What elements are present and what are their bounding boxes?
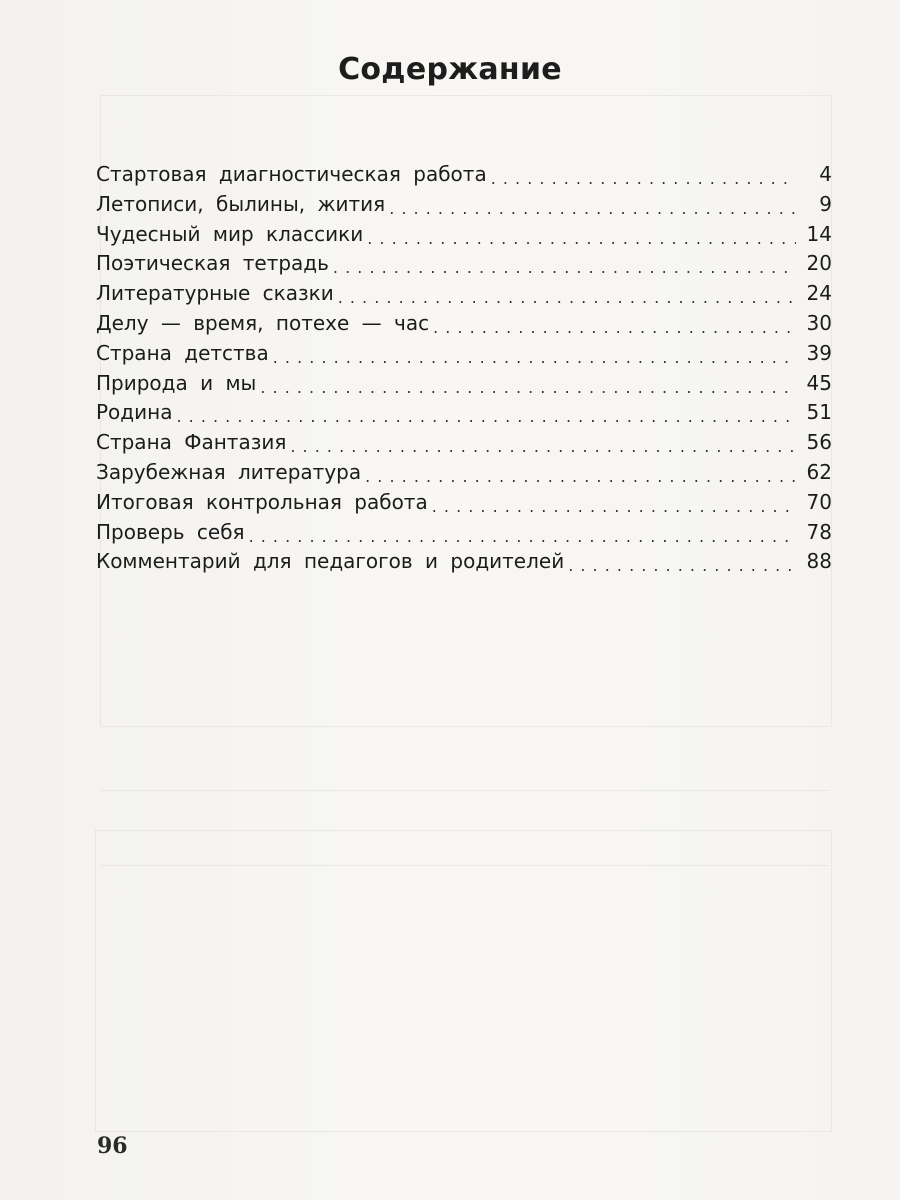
toc-entry-page: 9 — [819, 191, 832, 216]
toc-dot-leader — [338, 284, 796, 304]
toc-dot-leader — [290, 433, 796, 453]
toc-entry-page: 39 — [806, 340, 832, 365]
toc-dot-leader — [367, 225, 796, 245]
toc-entry-title: Страна Фантазия — [96, 430, 287, 455]
bleed-through-box — [95, 830, 832, 1132]
bleed-through-line — [100, 865, 830, 866]
toc-entry — [96, 222, 832, 252]
toc-dot-leader — [365, 463, 796, 483]
toc-entry-title: Родина — [96, 400, 173, 425]
page-number: 96 — [97, 1133, 128, 1159]
toc-dot-leader — [333, 254, 796, 274]
toc-entry-page: 4 — [819, 162, 832, 186]
toc-dot-leader — [568, 552, 796, 572]
toc-entry-title: Итоговая контрольная работа — [96, 489, 428, 514]
toc-entry — [96, 430, 832, 460]
toc-entry-title: Проверь себя — [96, 519, 245, 544]
toc-entry-title: Страна детства — [96, 340, 269, 365]
toc-entry-page: 30 — [806, 310, 832, 335]
toc-entry-page: 70 — [806, 489, 832, 514]
toc-entry — [96, 371, 832, 401]
toc-entry-title: Чудесный мир классики — [96, 221, 364, 246]
toc-entry — [96, 341, 832, 371]
toc-entry-title: Стартовая диагностическая работа — [96, 162, 487, 186]
toc-dot-leader — [491, 165, 796, 185]
toc-dot-leader — [432, 493, 796, 513]
toc-dot-leader — [260, 374, 796, 394]
toc-dot-leader — [389, 195, 796, 215]
toc-entry-title: Делу — время, потехе — час — [96, 310, 430, 335]
toc-dot-leader — [176, 403, 796, 423]
toc-entry — [96, 549, 832, 579]
toc-entry — [96, 490, 832, 520]
bleed-through-line — [100, 790, 830, 791]
toc-entry — [96, 162, 832, 192]
toc-entry — [96, 251, 832, 281]
toc-entry — [96, 400, 832, 430]
table-of-contents — [96, 162, 832, 579]
toc-entry-page: 45 — [806, 370, 832, 395]
toc-entry — [96, 192, 832, 222]
toc-entry-title: Летописи, былины, жития — [96, 191, 386, 216]
toc-entry — [96, 311, 832, 341]
toc-dot-leader — [273, 344, 796, 364]
toc-entry-page: 78 — [806, 519, 832, 544]
toc-dot-leader — [249, 523, 796, 543]
toc-entry-page: 51 — [806, 400, 832, 425]
toc-entry — [96, 520, 832, 550]
toc-dot-leader — [433, 314, 796, 334]
toc-entry-page: 20 — [806, 251, 832, 276]
toc-entry-page: 62 — [806, 459, 832, 484]
page-title: Содержание — [338, 52, 562, 87]
toc-entry-title: Литературные сказки — [96, 281, 334, 306]
toc-entry-title: Зарубежная литература — [96, 459, 362, 484]
toc-entry-page: 14 — [806, 221, 832, 246]
toc-entry-title: Поэтическая тетрадь — [96, 251, 329, 276]
toc-entry-page: 56 — [806, 430, 832, 455]
toc-entry-title: Природа и мы — [96, 370, 257, 395]
toc-entry — [96, 281, 832, 311]
toc-entry-page: 88 — [806, 549, 832, 574]
toc-entry — [96, 460, 832, 490]
toc-entry-page: 24 — [806, 281, 832, 306]
toc-entry-title: Комментарий для педагогов и родителей — [96, 549, 565, 574]
